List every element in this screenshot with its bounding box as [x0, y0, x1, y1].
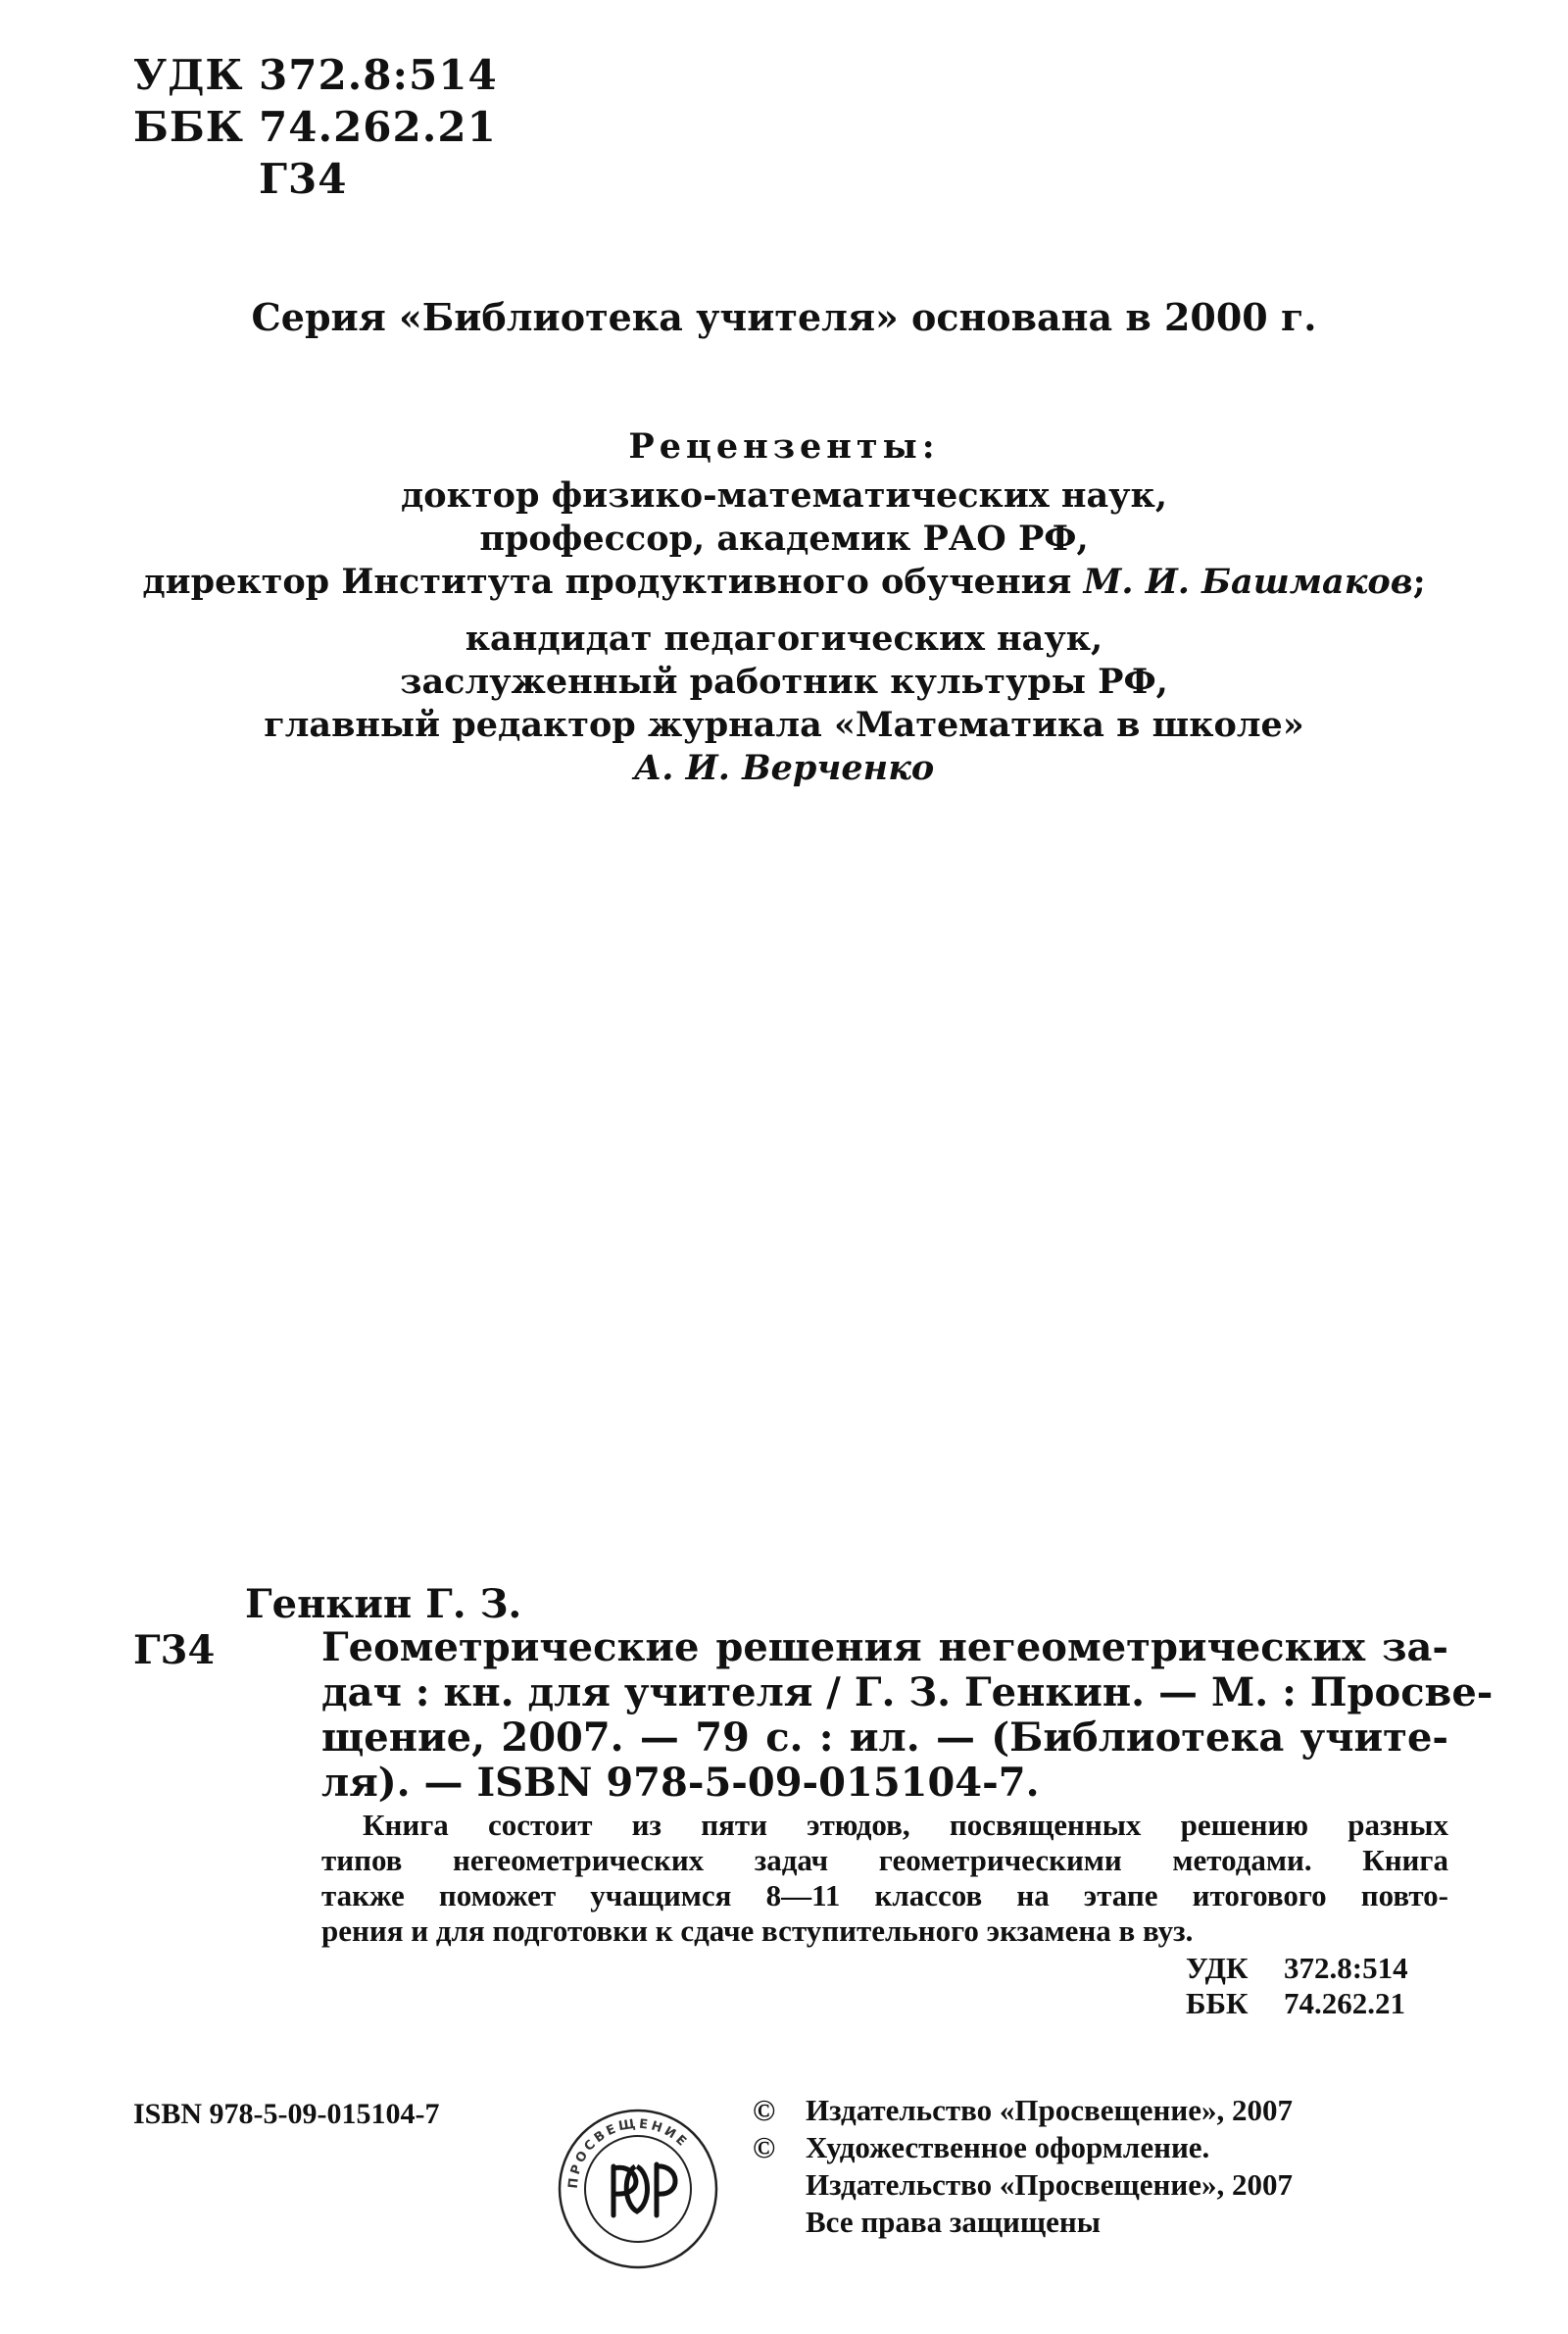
- bbk-value: 74.262.21: [259, 103, 497, 151]
- abstract-line-3: также поможет учащимся 8—11 классов на этапе итогового повто-: [321, 1878, 1448, 1912]
- reviewer-2-line-3: главный редактор журнала «Математика в школе»: [264, 705, 1304, 745]
- reviewer-1-line-1: доктор физико-математических наук,: [400, 475, 1167, 516]
- udk-code: [133, 51, 498, 99]
- bbk-code: [133, 103, 497, 151]
- svg-text:ПРОСВЕЩЕНИЕ: ПРОСВЕЩЕНИЕ: [565, 2116, 692, 2190]
- bib-author: Генкин Г. З.: [245, 1581, 522, 1627]
- reviewer-1-position: директор Института продуктивного обучения: [142, 562, 1084, 602]
- bib-codes: [1186, 1951, 1408, 2021]
- bib-line-1: Геометрические решения негеометрических за-: [321, 1624, 1448, 1670]
- copyright-line-4: Все права защищены: [806, 2205, 1101, 2239]
- reviewers-block: [0, 425, 1568, 790]
- reviewer-2-line-2: заслуженный работник культуры РФ,: [400, 662, 1168, 702]
- bib-bbk-label: ББК: [1186, 1986, 1249, 2020]
- bib-udk-label: УДК: [1186, 1951, 1249, 1985]
- bbk-label: ББК: [133, 103, 244, 151]
- bib-abstract: [321, 1808, 1448, 1949]
- copyright-line-1: [753, 2092, 1293, 2129]
- abstract-line-2: типов негеометрических задач геометрическими методами. Книга: [321, 1843, 1448, 1877]
- bib-description: [321, 1624, 1494, 1806]
- publisher-seal-icon: [555, 2106, 721, 2272]
- publisher-logo: [555, 2106, 721, 2272]
- bib-line-2: дач : кн. для учителя / Г. З. Генкин. — М. : Просве-: [321, 1669, 1494, 1715]
- reviewer-1-line-3: [0, 561, 1568, 604]
- bib-line-4: ля). — ISBN 978-5-09-015104-7.: [321, 1760, 1040, 1806]
- series-line: Серия «Библиотека учителя» основана в 2000 г.: [251, 295, 1317, 339]
- copyright-line-2: [753, 2129, 1293, 2166]
- bib-udk-value: 372.8:514: [1284, 1951, 1408, 1985]
- abstract-line-4: рения и для подготовки к сдаче вступительного экзамена в вуз.: [321, 1913, 1194, 1948]
- bib-udk: [1186, 1951, 1408, 1986]
- reviewer-2-line-1: кандидат педагогических наук,: [465, 619, 1103, 659]
- author-mark: Г34: [259, 155, 348, 203]
- copyright-text-2: Художественное оформление.: [806, 2130, 1210, 2164]
- copyright-block: [753, 2092, 1293, 2241]
- copyright-symbol-2: ©: [753, 2130, 776, 2164]
- abstract-line-1: Книга состоит из пяти этюдов, посвященных решению разных: [363, 1808, 1448, 1842]
- udk-label: УДК: [133, 51, 244, 99]
- copyright-symbol-1: ©: [753, 2093, 776, 2127]
- reviewer-1-name: М. И. Башмаков: [1083, 562, 1413, 602]
- bib-bbk-value: 74.262.21: [1284, 1986, 1405, 2020]
- reviewer-2-name: А. И. Верченко: [633, 748, 935, 788]
- bib-line-3: щение, 2007. — 79 с. : ил. — (Библиотека учите-: [321, 1714, 1448, 1761]
- reviewer-1-line-2: профессор, академик РАО РФ,: [479, 519, 1089, 559]
- reviewers-heading: Рецензенты:: [628, 426, 940, 467]
- bib-author-mark: Г34: [133, 1627, 216, 1673]
- reviewer-1-separator: ;: [1412, 562, 1426, 602]
- udk-value: 372.8:514: [259, 51, 498, 99]
- copyright-text-1: Издательство «Просвещение», 2007: [806, 2093, 1293, 2127]
- bib-bbk: [1186, 1986, 1408, 2021]
- isbn: ISBN 978-5-09-015104-7: [133, 2098, 440, 2130]
- copyright-line-3: Издательство «Просвещение», 2007: [806, 2167, 1293, 2202]
